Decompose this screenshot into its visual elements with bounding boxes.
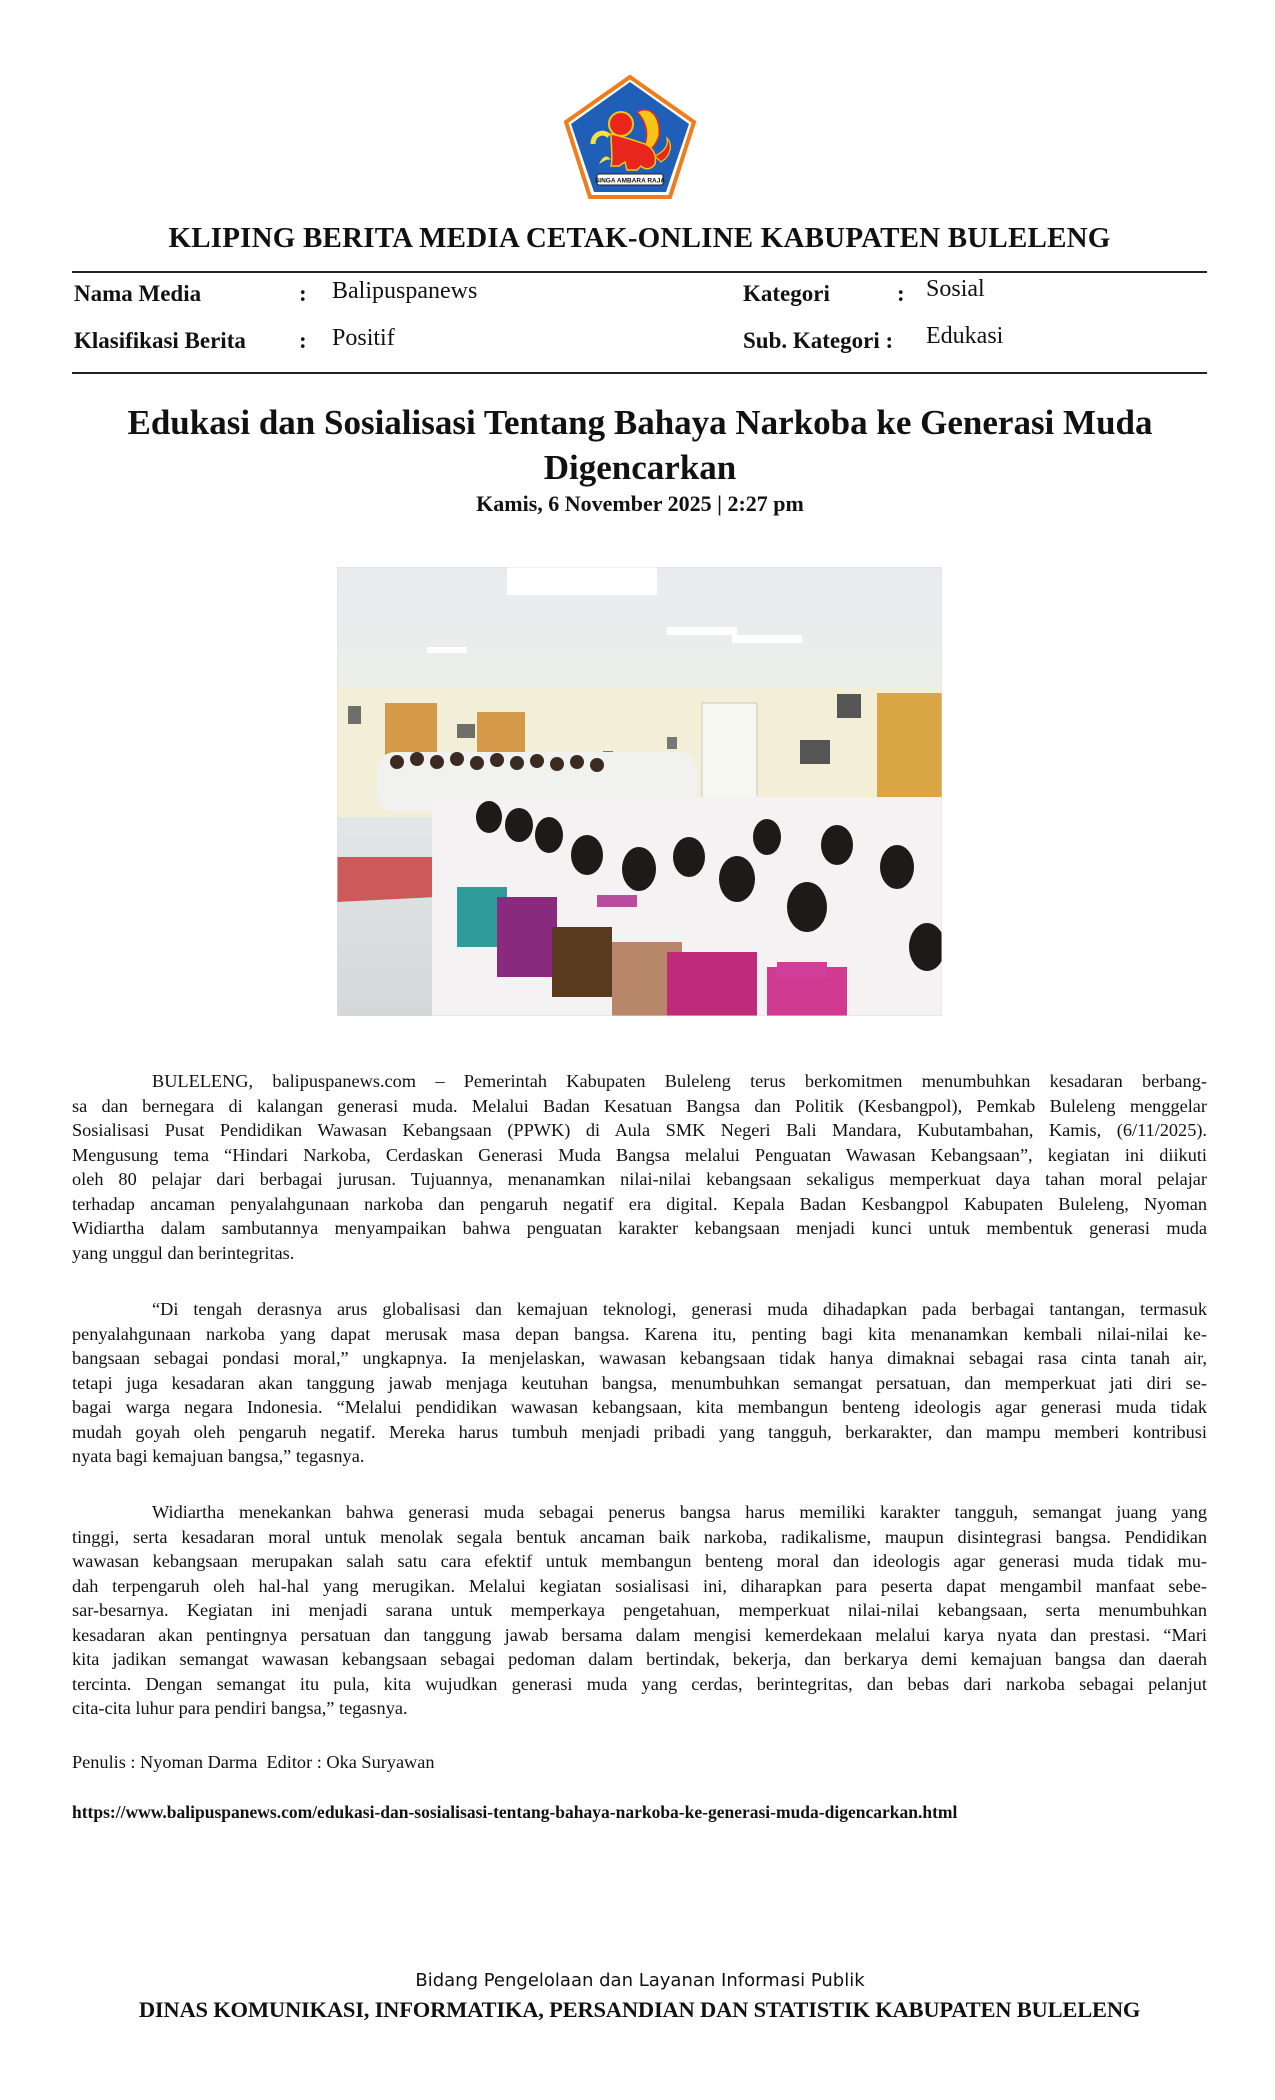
article-headline bbox=[90, 400, 1190, 490]
klasifikasi-berita-value: Positif bbox=[332, 325, 395, 351]
photo-light bbox=[732, 635, 802, 643]
photo-frame bbox=[457, 724, 475, 738]
nama-media-value: Balipuspanews bbox=[332, 278, 478, 304]
paragraph-1-line: BULELENG, balipuspanews.com – Pemerintah Kabupaten Buleleng terus berkomitmen menumbuhkan kesadaran berbang- bbox=[152, 1071, 1207, 1091]
nama-media-colon: : bbox=[299, 281, 307, 306]
article-credits: Penulis : Nyoman Darma Editor : Oka Suryawan bbox=[72, 1752, 435, 1772]
paragraph-2-line: bagai warga negara Indonesia. “Melalui pendidikan wawasan kebangsaan, kita membangun benteng ideologis agar generasi muda tidak bbox=[72, 1397, 1207, 1417]
kliping-title: KLIPING BERITA MEDIA CETAK-ONLINE KABUPATEN BULELENG bbox=[168, 222, 1111, 254]
kategori-label: Kategori bbox=[743, 281, 830, 306]
paragraph-3-line: Widiartha menekankan bahwa generasi muda sebagai penerus bangsa harus memiliki karakter tangguh, semangat juang yang bbox=[152, 1502, 1207, 1522]
photo-frame bbox=[667, 737, 677, 749]
kabupaten-buleleng-emblem-icon bbox=[563, 74, 697, 200]
footer-unit: Bidang Pengelolaan dan Layanan Informasi Publik bbox=[415, 1970, 865, 1991]
headline-line-2: Digencarkan bbox=[543, 448, 737, 487]
kategori-colon: : bbox=[897, 281, 905, 306]
lion-head bbox=[609, 112, 633, 136]
paragraph-3-line: kesadaran akan pentingnya persatuan dan tanggung jawab bersama dalam mengisi kemerdekaan melalui karya nyata dan prestasi. “Mari bbox=[72, 1624, 1207, 1645]
paragraph-2-line: nyata bagi kemajuan bangsa,” tegasnya. bbox=[72, 1446, 365, 1466]
news-photo-students-in-hall-icon bbox=[337, 567, 942, 1016]
paragraph-3-line: cita-cita luhur para pendiri bangsa,” tegasnya. bbox=[72, 1698, 408, 1718]
paragraph-3-line: tinggi, serta kesadaran moral untuk menolak segala bentuk ancaman baik narkoba, radikalisme, maupun disintegrasi bangsa. Pendidikan bbox=[72, 1526, 1207, 1547]
paragraph-1-line: Mengusung tema “Hindari Narkoba, Cerdaskan Generasi Muda Bangsa melalui Penguatan Wawasan Kebangsaan”, kegiatan ini diikuti bbox=[72, 1144, 1207, 1165]
paragraph-1-line: Sosialisasi Pusat Pendidikan Wawasan Kebangsaan (PPWK) di Aula SMK Negeri Bali Mandara, Kubutambahan, Kamis, (6/11/2025). bbox=[72, 1120, 1207, 1140]
paragraph-2-line: mudah goyah oleh pengaruh negatif. Mereka harus tumbuh menjadi pribadi yang tangguh, berkarakter, dan mampu memberi kontribusi bbox=[72, 1421, 1207, 1442]
photo-frame bbox=[348, 706, 361, 724]
divider-bottom bbox=[72, 372, 1207, 374]
paragraph-3-line: kita jadikan semangat wawasan kebangsaan sebagai pedoman dalam bertindak, bekerja, dan berkarya demi kemajuan bangsa dan daerah bbox=[72, 1649, 1207, 1669]
motto-text: SINGA AMBARA RAJA bbox=[594, 177, 666, 185]
paragraph-2-line: penyalahgunaan narkoba yang dapat merusak masa depan bangsa. Karena itu, penting bagi kita menanamkan kembali nilai-nilai ke- bbox=[72, 1323, 1207, 1344]
sub-kategori-label: Sub. Kategori : bbox=[743, 328, 894, 353]
photo-light bbox=[667, 627, 737, 635]
photo-light bbox=[507, 567, 657, 595]
klasifikasi-berita-label: Klasifikasi Berita bbox=[74, 328, 246, 353]
paragraph-3-line: sar-besarnya. Kegiatan ini menjadi sarana untuk memperkaya pengetahuan, memperkuat nilai-nilai kebangsaan, serta menumbuhkan bbox=[72, 1600, 1207, 1620]
article-date: Kamis, 6 November 2025 | 2:27 pm bbox=[476, 491, 804, 516]
divider-top bbox=[72, 271, 1207, 273]
photo-frame bbox=[837, 694, 861, 718]
paragraph-1-line: Widiartha dalam sambutannya menyampaikan bahwa penguatan karakter kebangsaan menjadi kunci untuk membentuk generasi muda bbox=[72, 1218, 1207, 1238]
photo-red-carpet bbox=[337, 857, 437, 902]
paragraph-2-line: bangsaan sebagai pondasi moral,” ungkapnya. Ia menjelaskan, wawasan kebangsaan tidak hanya dimaknai sebagai rasa cinta tanah air, bbox=[72, 1348, 1207, 1368]
paragraph-2-line: “Di tengah derasnya arus globalisasi dan kemajuan teknologi, generasi muda dihadapkan pada berbagai tantangan, termasuk bbox=[152, 1299, 1207, 1319]
headline-line-1: Edukasi dan Sosialisasi Tentang Bahaya Narkoba ke Generasi Muda bbox=[127, 403, 1153, 442]
paragraph-1-line: sa dan bernegara di kalangan generasi muda. Melalui Badan Kesatuan Bangsa dan Politik (Kesbangpol), Pemkab Buleleng menggelar bbox=[72, 1095, 1207, 1116]
photo-frame bbox=[800, 740, 830, 764]
paragraph-3-line: dah terpengaruh oleh hal-hal yang merugikan. Melalui kegiatan sosialisasi ini, diharapkan para peserta dapat mengambil manfaat sebe- bbox=[72, 1575, 1207, 1596]
paragraph-1-line: oleh 80 pelajar dari berbagai jurusan. Tujuannya, menanamkan nilai-nilai kebangsaan sekaligus memperkuat daya tahan moral pelajar bbox=[72, 1169, 1207, 1189]
paragraph-3-line: wawasan kebangsaan merupakan salah satu cara efektif untuk membangun benteng moral dan ideologis agar generasi muda tidak mu- bbox=[72, 1551, 1207, 1571]
photo-light bbox=[427, 647, 467, 653]
klasifikasi-berita-colon: : bbox=[299, 328, 307, 353]
kategori-value: Sosial bbox=[926, 276, 985, 302]
article-photo bbox=[337, 567, 942, 1016]
sub-kategori-value: Edukasi bbox=[926, 323, 1004, 349]
paragraph-2-line: tetapi juga kesadaran akan tanggung jawab menjaga keutuhan bangsa, menumbuhkan semangat persatuan, dan memperkuat jati diri se- bbox=[72, 1372, 1207, 1393]
paragraph-1-line: terhadap ancaman penyalahgunaan narkoba dan pengaruh negatif era digital. Kepala Badan Kesbangpol Kabupaten Buleleng, Nyoman bbox=[72, 1193, 1207, 1214]
footer-agency: DINAS KOMUNIKASI, INFORMATIKA, PERSANDIAN DAN STATISTIK KABUPATEN BULELENG bbox=[138, 1997, 1141, 2022]
paragraph-1-line: yang unggul dan berintegritas. bbox=[72, 1242, 295, 1263]
paragraph-3-line: tercinta. Dengan semangat itu pula, kita wujudkan generasi muda yang cerdas, berintegritas, dan bebas dari narkoba sebagai pelanjut bbox=[72, 1673, 1207, 1694]
emblem-svg bbox=[563, 74, 697, 200]
source-url-link[interactable]: https://www.balipuspanews.com/edukasi-dan-sosialisasi-tentang-bahaya-narkoba-ke-generasi-muda-digencarkan.html bbox=[72, 1802, 958, 1822]
nama-media-label: Nama Media bbox=[74, 281, 202, 306]
